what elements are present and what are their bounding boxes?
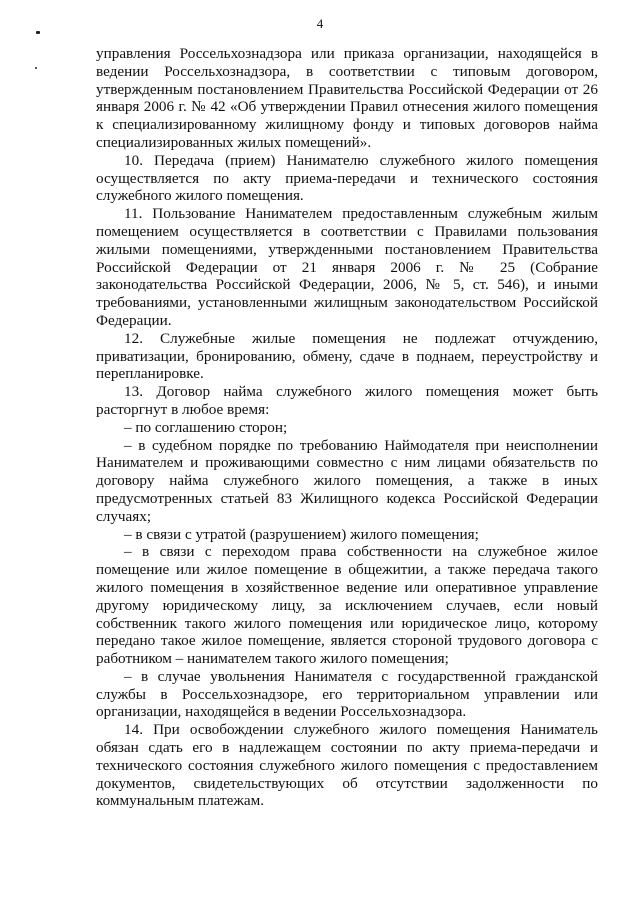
paragraph-10: 10. Передача (прием) Нанимателю служебного жилого помещения осуществляется по акту приема-передачи и технического состояния служебного жилого помещения. — [96, 151, 598, 205]
paragraph-12: 12. Служебные жилые помещения не подлежат отчуждению, приватизации, бронированию, обмену, сдаче в поднаем, переустройству и перепланировке. — [96, 329, 598, 383]
paragraph-11: 11. Пользование Нанимателем предоставленным служебным жилым помещением осуществляется в соответствии с Правилами пользования жилыми помещениями, утвержденными постановлением Правительства Российской Федерации от 21 января 2006 г. № 25 (Собрание законодательства Российской Федерации, 2006, № 5, ст. 546), и иными требованиями, установленными жилищным законодательством Российской Федерации. — [96, 205, 598, 329]
paragraph-14: 14. При освобождении служебного жилого помещения Наниматель обязан сдать его в надлежащем состоянии по акту приема-передачи и технического состояния служебного жилого помещения с предоставлением документов, свидетельствующих об отсутствии задолженности по коммунальным платежам. — [96, 721, 598, 810]
paragraph-continuation: управления Россельхознадзора или приказа организации, находящейся в ведении Россельхознадзора, в соответствии с типовым договором, утвержденным постановлением Правительства Российской Федерации от 26 января 2006 г. № 42 «Об утверждении Правил отнесения жилого помещения к специализированному жилищному фонду и типовых договоров найма специализированных жилых помещений». — [96, 45, 598, 151]
document-body — [96, 45, 598, 810]
list-item-termination-loss: – в связи с утратой (разрушением) жилого помещения; — [124, 525, 479, 543]
paragraph-13: 13. Договор найма служебного жилого помещения может быть расторгнут в любое время: — [96, 383, 598, 418]
list-item-termination-ownership: – в связи с переходом права собственности на служебное жилое помещение или жилое помещение в общежитии, а также передача такого жилого помещения в хозяйственное ведение или оперативное управление другому юридическому лицу, за исключением случаев, если новый собственник такого жилого помещения или юридическое лицо, которому передано такое жилое помещение, является стороной трудового договора с работником – нанимателем такого жилого помещения; — [96, 543, 598, 668]
list-item-termination-court: – в судебном порядке по требованию Наймодателя при неисполнении Нанимателем и проживающими совместно с ним лицами обязательств по договору найма служебного жилого помещения, а также в иных предусмотренных статьей 83 Жилищного кодекса Российской Федерации случаях; — [96, 436, 598, 525]
list-item-termination-dismissal: – в случае увольнения Нанимателя с государственной гражданской службы в Россельхознадзоре, его территориальном управлении или организации, находящейся в ведении Россельхознадзора. — [96, 667, 598, 721]
list-item-termination-agreement: – по соглашению сторон; — [124, 418, 288, 436]
page-number: 4 — [316, 16, 324, 31]
scan-speck-mark — [36, 31, 40, 34]
scan-speck-mark — [35, 67, 37, 69]
